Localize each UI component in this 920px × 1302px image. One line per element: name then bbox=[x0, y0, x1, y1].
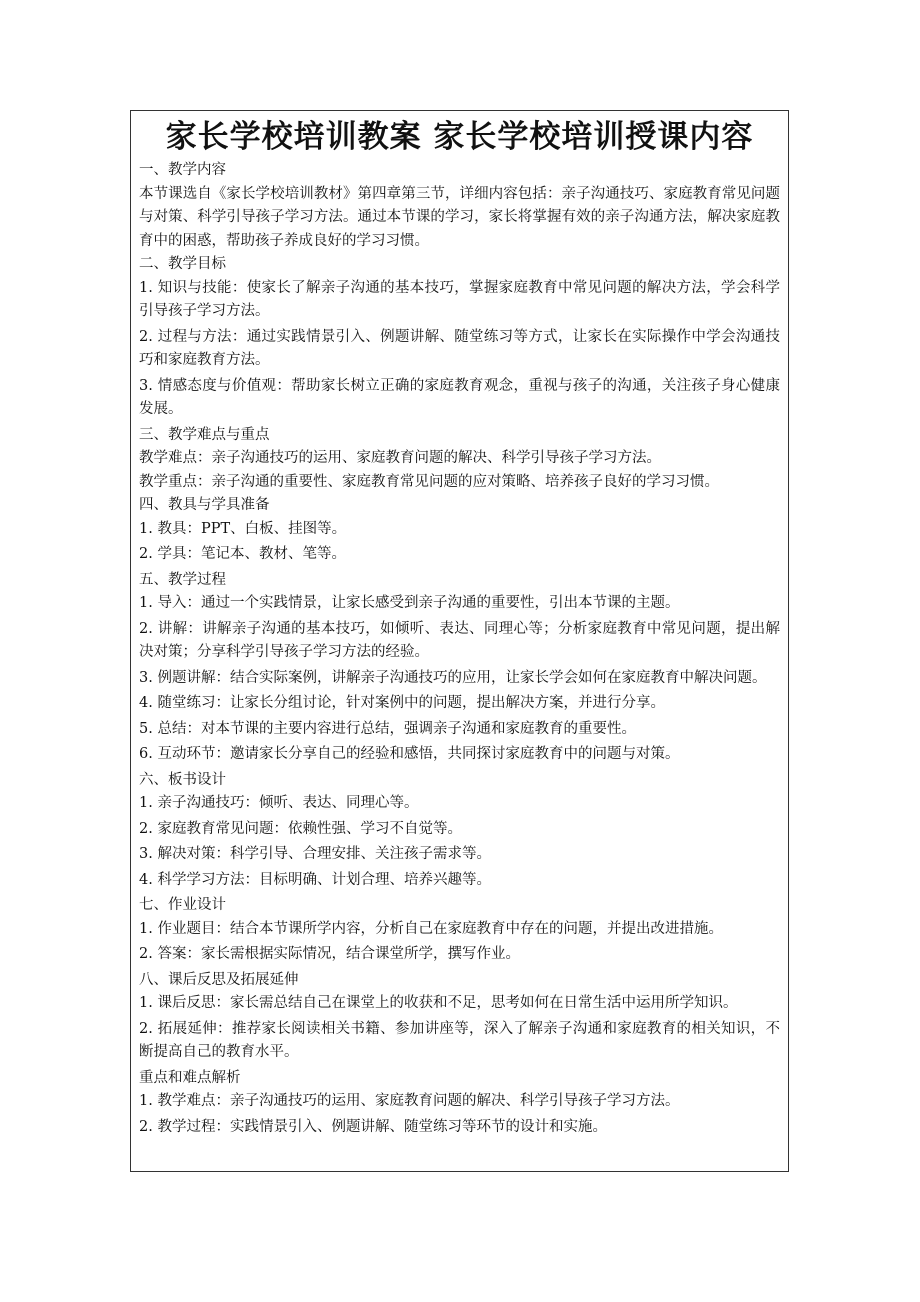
section-heading: 一、教学内容 bbox=[139, 162, 226, 178]
section-paragraph: 3. 情感态度与价值观：帮助家长树立正确的家庭教育观念，重视与孩子的沟通，关注孩子身心健康发展。 bbox=[139, 377, 780, 417]
section-paragraph: 本节课选自《家长学校培训教材》第四章第三节，详细内容包括：亲子沟通技巧、家庭教育常见问题与对策、科学引导孩子学习方法。通过本节课的学习，家长将掌握有效的亲子沟通方法，解决家庭教育中的困惑，帮助孩子养成良好的学习习惯。 bbox=[139, 185, 780, 249]
section-paragraph: 2. 家庭教育常见问题：依赖性强、学习不自觉等。 bbox=[139, 820, 462, 837]
section-paragraph: 1. 知识与技能：使家长了解亲子沟通的基本技巧，掌握家庭教育中常见问题的解决方法，学会科学引导孩子学习方法。 bbox=[139, 279, 780, 319]
section-paragraph: 2. 学具：笔记本、教材、笔等。 bbox=[139, 546, 346, 562]
section-paragraph: 6. 互动环节：邀请家长分享自己的经验和感悟，共同探讨家庭教育中的问题与对策。 bbox=[139, 746, 680, 762]
section-heading: 五、教学过程 bbox=[139, 571, 226, 588]
section-heading: 四、教具与学具准备 bbox=[139, 497, 270, 513]
section-paragraph: 4. 随堂练习：让家长分组讨论，针对案例中的问题，提出解决方案，并进行分享。 bbox=[139, 695, 665, 711]
section-paragraph: 1. 教具：PPT、白板、挂图等。 bbox=[139, 520, 347, 537]
document-title: 家长学校培训教案 家长学校培训授课内容 bbox=[165, 119, 754, 155]
section-heading: 六、板书设计 bbox=[139, 771, 226, 788]
section-paragraph: 2. 过程与方法：通过实践情景引入、例题讲解、随堂练习等方式，让家长在实际操作中学会沟通技巧和家庭教育方法。 bbox=[139, 328, 780, 368]
section-paragraph: 1. 教学难点：亲子沟通技巧的运用、家庭教育问题的解决、科学引导孩子学习方法。 bbox=[139, 1093, 680, 1109]
section-heading: 八、课后反思及拓展延伸 bbox=[139, 971, 299, 988]
section-paragraph: 5. 总结：对本节课的主要内容进行总结，强调亲子沟通和家庭教育的重要性。 bbox=[139, 720, 636, 737]
section-paragraph: 2. 拓展延伸：推荐家长阅读相关书籍、参加讲座等，深入了解亲子沟通和家庭教育的相关知识，不断提高自己的教育水平。 bbox=[139, 1020, 780, 1060]
section-paragraph: 2. 答案：家长需根据实际情况，结合课堂所学，撰写作业。 bbox=[139, 946, 520, 962]
section-paragraph: 教学重点：亲子沟通的重要性、家庭教育常见问题的应对策略、培养孩子良好的学习习惯。 bbox=[139, 473, 719, 490]
section-paragraph: 1. 作业题目：结合本节课所学内容，分析自己在家庭教育中存在的问题，并提出改进措施。 bbox=[139, 920, 723, 937]
section-paragraph: 2. 讲解：讲解亲子沟通的基本技巧，如倾听、表达、同理心等；分析家庭教育中常见问题，提出解决对策；分享科学引导孩子学习方法的经验。 bbox=[139, 620, 780, 660]
document-body bbox=[139, 159, 780, 1139]
section-paragraph: 4. 科学学习方法：目标明确、计划合理、培养兴趣等。 bbox=[139, 871, 491, 888]
section-paragraph: 教学难点：亲子沟通技巧的运用、家庭教育问题的解决、科学引导孩子学习方法。 bbox=[139, 450, 661, 466]
section-heading: 重点和难点解析 bbox=[139, 1069, 241, 1086]
section-heading: 二、教学目标 bbox=[139, 256, 226, 272]
document-box bbox=[130, 110, 789, 1172]
section-paragraph: 2. 教学过程：实践情景引入、例题讲解、随堂练习等环节的设计和实施。 bbox=[139, 1118, 607, 1135]
section-heading: 七、作业设计 bbox=[139, 897, 226, 913]
section-paragraph: 1. 导入：通过一个实践情景，让家长感受到亲子沟通的重要性，引出本节课的主题。 bbox=[139, 595, 680, 611]
section-paragraph: 3. 例题讲解：结合实际案例，讲解亲子沟通技巧的应用，让家长学会如何在家庭教育中解决问题。 bbox=[139, 669, 767, 686]
section-paragraph: 1. 课后反思：家长需总结自己在课堂上的收获和不足，思考如何在日常生活中运用所学知识。 bbox=[139, 995, 738, 1011]
section-paragraph: 3. 解决对策：科学引导、合理安排、关注孩子需求等。 bbox=[139, 846, 491, 862]
section-paragraph: 1. 亲子沟通技巧：倾听、表达、同理心等。 bbox=[139, 795, 419, 811]
section-heading: 三、教学难点与重点 bbox=[139, 426, 270, 443]
